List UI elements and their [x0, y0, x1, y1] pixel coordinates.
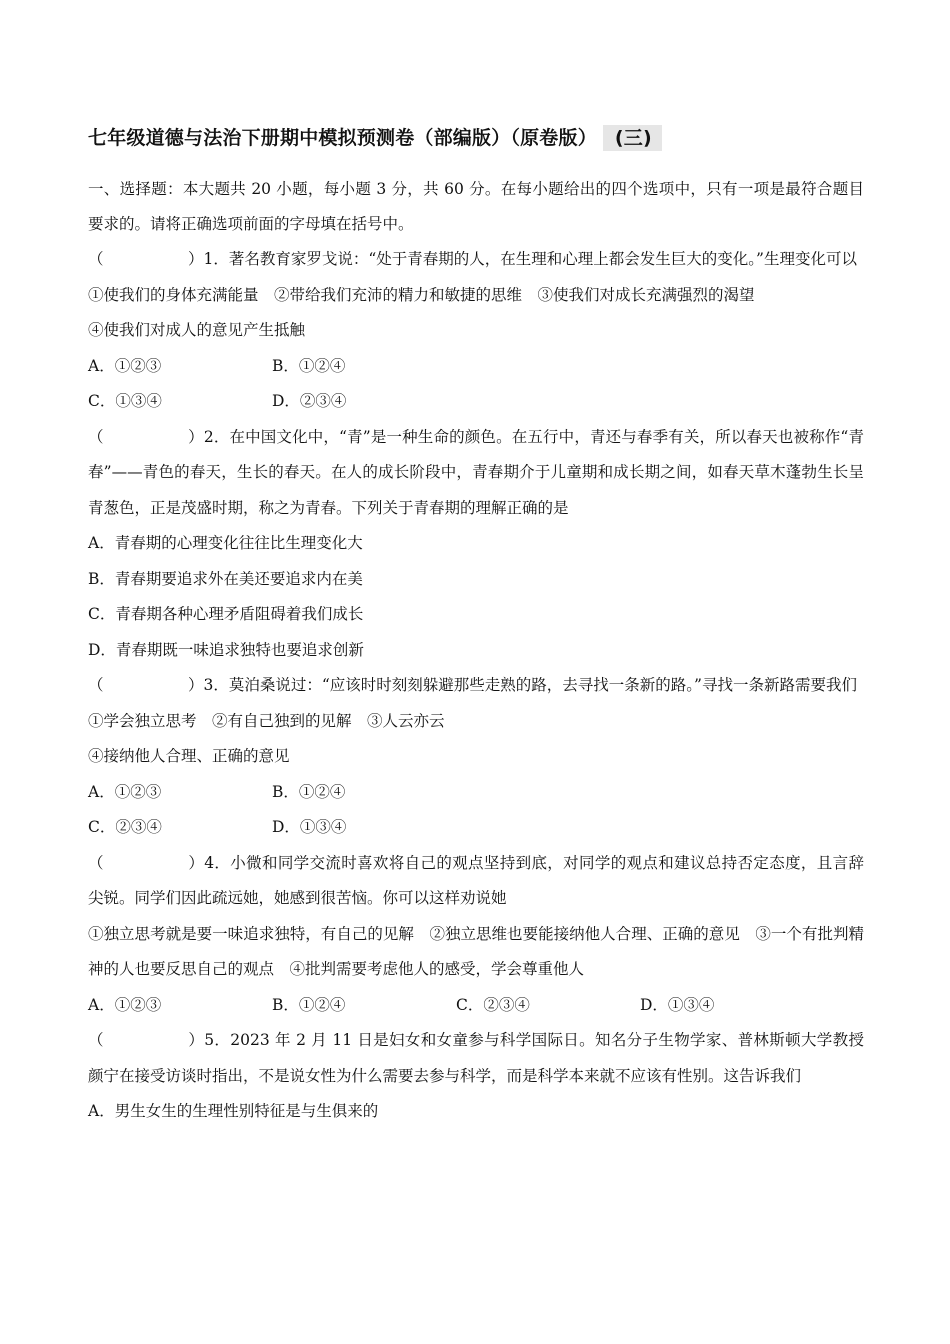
option-a: A．青春期的心理变化往往比生理变化大 — [88, 534, 363, 552]
statement-paragraph: ①独立思考就是要一味追求独特，有自己的见解 ②独立思维也要能接纳他人合理、正确的意见 ③一个有批判精神的人也要反思自己的观点 ④批判需要考虑他人的感受，学会尊重他人 — [88, 924, 864, 978]
answer-blank: （ — [88, 250, 104, 268]
option-c: C．②③④ — [88, 818, 162, 836]
answer-blank: （ — [88, 1031, 104, 1049]
options-row — [88, 810, 864, 846]
title-main: 七年级道德与法治下册期中模拟预测卷（部编版）（原卷版） — [88, 127, 597, 149]
answer-blank: （ — [88, 676, 104, 694]
option-c: C．①③④ — [88, 392, 162, 410]
option-d: D．①③④ — [272, 818, 347, 836]
question-1 — [88, 242, 864, 420]
option-b: B．青春期要追求外在美还要追求内在美 — [88, 569, 363, 588]
option-d: D．青春期既一味追求独特也要追求创新 — [88, 640, 364, 659]
question-text: 3．莫泊桑说过：“应该时时刻刻躲避那些走熟的路，去寻找一条新的路。”寻找一条新路需要我们 — [203, 676, 857, 694]
options-row — [88, 349, 864, 385]
question-3 — [88, 668, 864, 846]
question-4 — [88, 846, 864, 1024]
option-c: C．青春期各种心理矛盾阻碍着我们成长 — [88, 605, 364, 623]
answer-blank: （ — [88, 853, 104, 872]
question-stem: （ ）4．小微和同学交流时喜欢将自己的观点坚持到底，对同学的观点和建议总持否定态度，且言辞尖锐。同学们因此疏远她，她感到很苦恼。你可以这样劝说她 — [88, 846, 864, 917]
question-stem: （ ）2．在中国文化中，“青”是一种生命的颜色。在五行中，青还与春季有关，所以春天也被称作“青春”——青色的春天，生长的春天。在人的成长阶段中，青春期介于儿童期和成长期之间，如春天草木蓬勃生长呈青葱色，正是茂盛时期，称之为青春。下列关于青春期的理解正确的是 — [88, 420, 864, 527]
statement-line: ④使我们对成人的意见产生抵触 — [88, 321, 306, 339]
page-title — [88, 118, 864, 158]
section-instructions: 一、选择题：本大题共 20 小题，每小题 3 分，共 60 分。在每小题给出的四个选项中，只有一项是最符合题目要求的。请将正确选项前面的字母填在括号中。 — [88, 180, 864, 233]
option-a: A．男生女生的生理性别特征是与生俱来的 — [88, 1102, 379, 1120]
option-b: B．①②④ — [272, 356, 346, 375]
option-a: A．①②③ — [88, 356, 162, 375]
question-text: 2．在中国文化中，“青”是一种生命的颜色。在五行中，青还与春季有关，所以春天也被称作“青春”——青色的春天，生长的春天。在人的成长阶段中，青春期介于儿童期和成长期之间，如春天草木蓬勃生长呈青葱色，正是茂盛时期，称之为青春。下列关于青春期的理解正确的是 — [88, 427, 864, 517]
option-b: B．①②④ — [272, 782, 346, 801]
question-text: 4．小微和同学交流时喜欢将自己的观点坚持到底，对同学的观点和建议总持否定态度，且言辞尖锐。同学们因此疏远她，她感到很苦恼。你可以这样劝说她 — [88, 853, 864, 907]
statement-line: ④接纳他人合理、正确的意见 — [88, 747, 290, 765]
question-2 — [88, 420, 864, 669]
option-b: B．①②④ — [272, 995, 346, 1014]
options-row — [88, 988, 864, 1024]
question-5 — [88, 1023, 864, 1130]
statement-line: ①使我们的身体充满能量 ②带给我们充沛的精力和敏捷的思维 ③使我们对成长充满强烈的渴望 — [88, 285, 755, 304]
question-stem: （ ）3．莫泊桑说过：“应该时时刻刻躲避那些走熟的路，去寻找一条新的路。”寻找一条新路需要我们 — [88, 668, 864, 704]
answer-blank: （ — [88, 427, 104, 446]
option-c: C．②③④ — [456, 995, 530, 1014]
option-a: A．①②③ — [88, 782, 162, 801]
option-d: D．①③④ — [640, 995, 715, 1014]
title-suffix: (三) — [603, 125, 662, 151]
question-text: 5．2023 年 2 月 11 日是妇女和女童参与科学国际日。知名分子生物学家、普林斯顿大学教授颜宁在接受访谈时指出，不是说女性为什么需要去参与科学，而是科学本来就不应该有性别。这告诉我们 — [88, 1031, 864, 1085]
option-d: D．②③④ — [272, 392, 347, 410]
options-row — [88, 775, 864, 811]
exam-page — [88, 118, 864, 1130]
options-row — [88, 384, 864, 420]
option-a: A．①②③ — [88, 995, 162, 1014]
question-text: 1．著名教育家罗戈说：“处于青春期的人，在生理和心理上都会发生巨大的变化。”生理变化可以 — [203, 250, 857, 268]
question-stem: （ ）5．2023 年 2 月 11 日是妇女和女童参与科学国际日。知名分子生物学家、普林斯顿大学教授颜宁在接受访谈时指出，不是说女性为什么需要去参与科学，而是科学本来就不应该有性别。这告诉我们 — [88, 1023, 864, 1094]
statement-line: ①学会独立思考 ②有自己独到的见解 ③人云亦云 — [88, 711, 445, 730]
question-stem: （ ）1．著名教育家罗戈说：“处于青春期的人，在生理和心理上都会发生巨大的变化。”生理变化可以 — [88, 242, 864, 278]
